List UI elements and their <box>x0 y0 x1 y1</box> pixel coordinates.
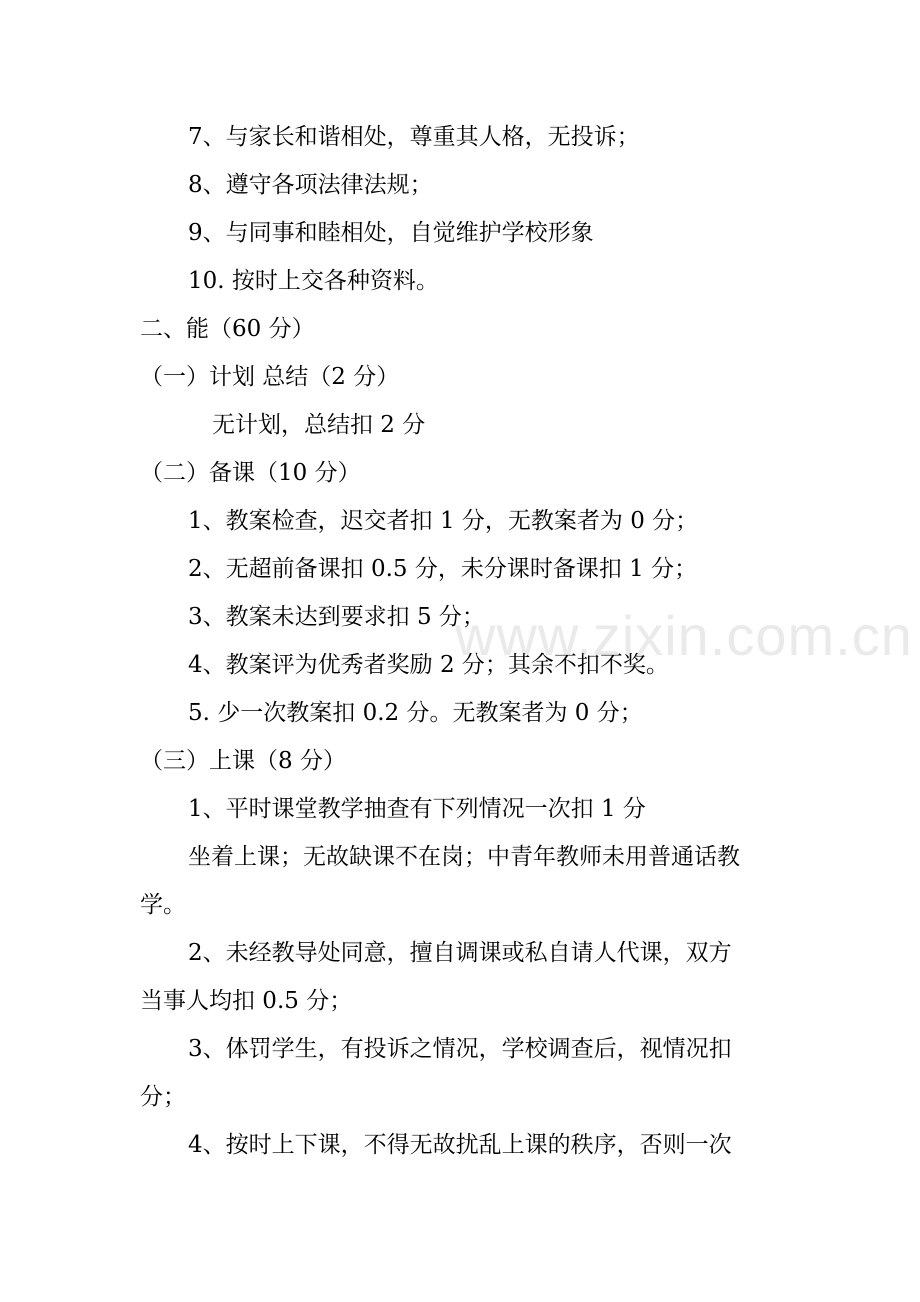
subsection-heading-plan: （一）计划 总结（2 分） <box>140 364 400 390</box>
prep-item-3: 3、教案未达到要求扣 5 分； <box>188 604 485 630</box>
class-item-4: 4、按时上下课，不得无故扰乱上课的秩序，否则一次 <box>188 1132 732 1158</box>
class-item-3: 3、体罚学生，有投诉之情况，学校调查后，视情况扣 <box>188 1036 732 1062</box>
item-7: 7、与家长和谐相处，尊重其人格，无投诉； <box>188 124 640 150</box>
subsection-heading-class: （三）上课（8 分） <box>140 748 346 774</box>
prep-item-4: 4、教案评为优秀者奖励 2 分；其余不扣不奖。 <box>188 652 669 678</box>
subsection-heading-lesson-prep: （二）备课（10 分） <box>140 460 361 486</box>
class-item-3-cont: 分； <box>140 1084 186 1110</box>
prep-item-1: 1、教案检查，迟交者扣 1 分，无教案者为 0 分； <box>188 508 699 534</box>
section-heading-ability: 二、能（60 分） <box>140 316 315 342</box>
item-10: 10. 按时上交各种资料。 <box>188 268 439 294</box>
prep-item-2: 2、无超前备课扣 0.5 分，未分课时备课扣 1 分； <box>188 556 698 582</box>
prep-item-5: 5. 少一次教案扣 0.2 分。无教案者为 0 分； <box>188 700 643 726</box>
class-item-2-cont: 当事人均扣 0.5 分； <box>140 988 353 1014</box>
plan-rule: 无计划，总结扣 2 分 <box>212 412 426 438</box>
watermark: www.zixin.com.cn <box>455 604 913 667</box>
class-item-1: 1、平时课堂教学抽查有下列情况一次扣 1 分 <box>188 796 646 822</box>
class-item-2: 2、未经教导处同意，擅自调课或私自请人代课，双方 <box>188 940 732 966</box>
item-9: 9、与同事和睦相处，自觉维护学校形象 <box>188 220 594 246</box>
item-8: 8、遵守各项法律法规； <box>188 172 433 198</box>
class-item-1-detail-cont: 学。 <box>140 892 186 918</box>
class-item-1-detail: 坐着上课；无故缺课不在岗；中青年教师未用普通话教 <box>188 844 740 870</box>
